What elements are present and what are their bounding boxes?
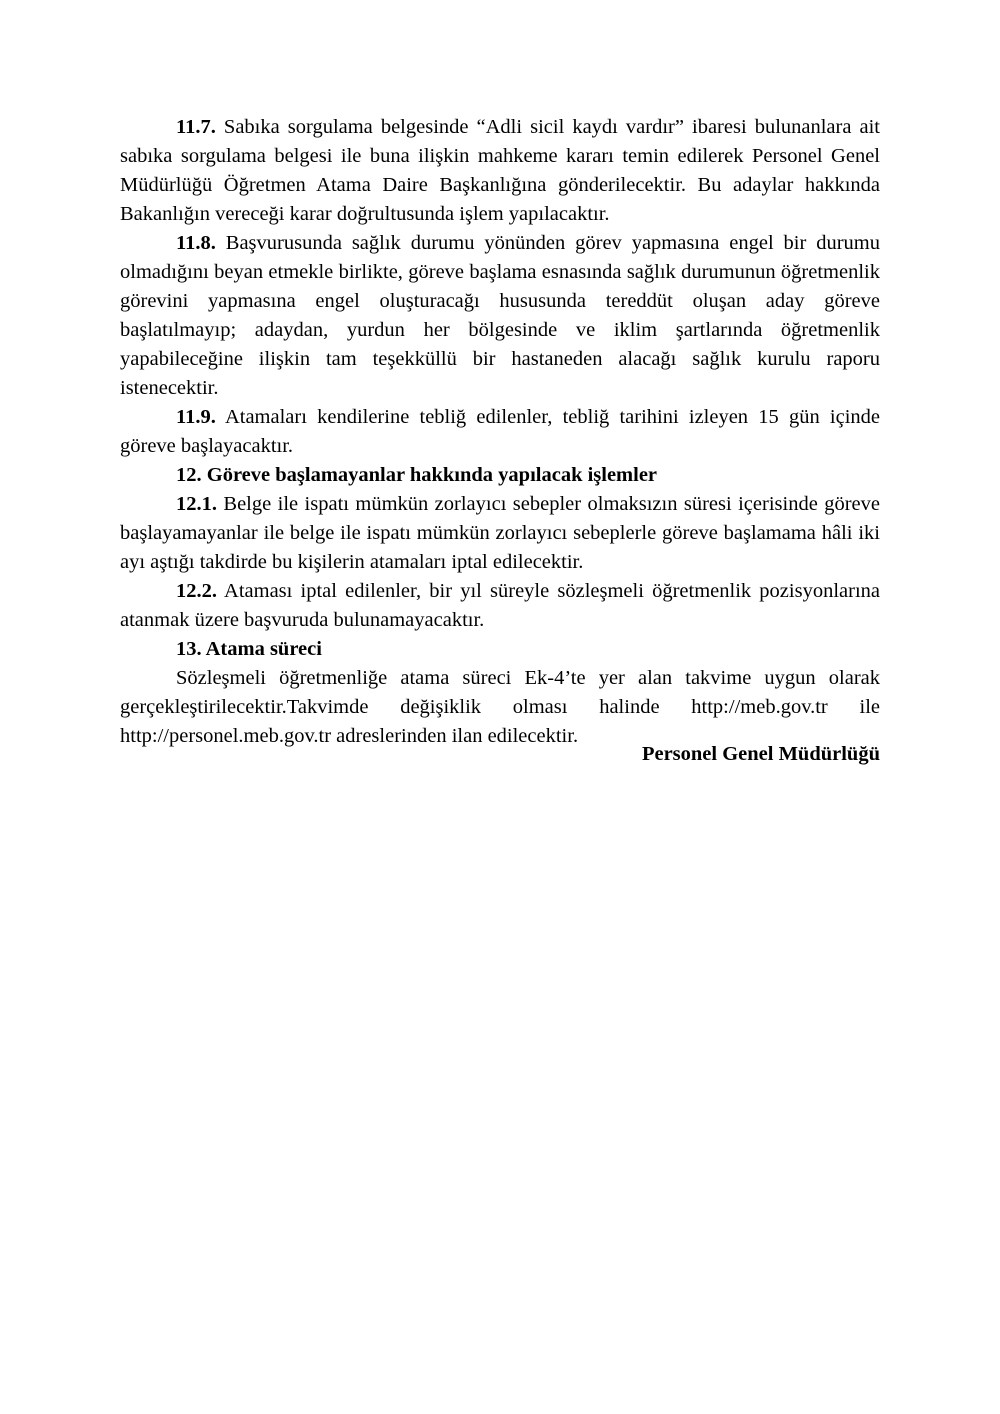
paragraph-text-12-2: Ataması iptal edilenler, bir yıl süreyle sözleşmeli öğretmenlik pozisyonlarına atanmak üzere başvuruda bulunamayacaktır. — [120, 580, 880, 631]
paragraph-13-body — [120, 664, 880, 751]
paragraph-11-8 — [120, 229, 880, 403]
paragraph-number-11-8: 11.8. — [176, 232, 216, 254]
paragraph-11-7 — [120, 113, 880, 229]
paragraph-11-9 — [120, 403, 880, 461]
signature-text: Personel Genel Müdürlüğü — [641, 743, 880, 765]
section-heading-13: 13. Atama süreci — [176, 638, 322, 660]
paragraph-12-1 — [120, 490, 880, 577]
paragraph-12-2 — [120, 577, 880, 635]
paragraph-text-11-7: Sabıka sorgulama belgesinde “Adli sicil kaydı vardır” ibaresi bulunanlara ait sabıka sorgulama belgesi ile buna ilişkin mahkeme kararı temin edilerek Personel Genel Müdürlüğü Öğretmen Atama Daire Başkanlığına gönderilecektir. Bu adaylar hakkında Bakanlığın vereceği karar doğrultusunda işlem yapılacaktır. — [120, 116, 880, 225]
paragraph-text-13: Sözleşmeli öğretmenliğe atama süreci Ek-4’te yer alan takvime uygun olarak gerçekleştirilecektir.Takvimde değişiklik olması halinde http://meb.gov.tr ile http://personel.meb.gov.tr adreslerinden ilan edilecektir. — [120, 667, 880, 747]
paragraph-text-12-1: Belge ile ispatı mümkün zorlayıcı sebepler olmaksızın süresi içerisinde göreve başlayamayanlar ile belge ile ispatı mümkün zorlayıcı sebeplerle göreve başlamama hâli iki ayı aştığı takdirde bu kişilerin atamaları iptal edilecektir. — [120, 493, 880, 573]
paragraph-text-11-8: Başvurusunda sağlık durumu yönünden görev yapmasına engel bir durumu olmadığını beyan etmekle birlikte, göreve başlama esnasında sağlık durumunun öğretmenlik görevini yapmasına engel oluşturacağı hususunda tereddüt oluşan aday göreve başlatılmayıp; adaydan, yurdun her bölgesinde ve iklim şartlarında öğretmenlik yapabileceğine ilişkin tam teşekküllü bir hastaneden alacağı sağlık kurulu raporu istenecektir. — [120, 232, 880, 399]
paragraph-text-11-9: Atamaları kendilerine tebliğ edilenler, tebliğ tarihini izleyen 15 gün içinde göreve başlayacaktır. — [120, 406, 880, 457]
paragraph-number-11-9: 11.9. — [176, 406, 216, 428]
section-heading-12: 12. Göreve başlamayanlar hakkında yapılacak işlemler — [176, 464, 658, 486]
paragraph-number-11-7: 11.7. — [176, 116, 216, 138]
signature-block — [120, 740, 880, 769]
paragraph-number-12-2: 12.2. — [176, 580, 217, 602]
document-body — [120, 113, 880, 751]
paragraph-number-12-1: 12.1. — [176, 493, 217, 515]
